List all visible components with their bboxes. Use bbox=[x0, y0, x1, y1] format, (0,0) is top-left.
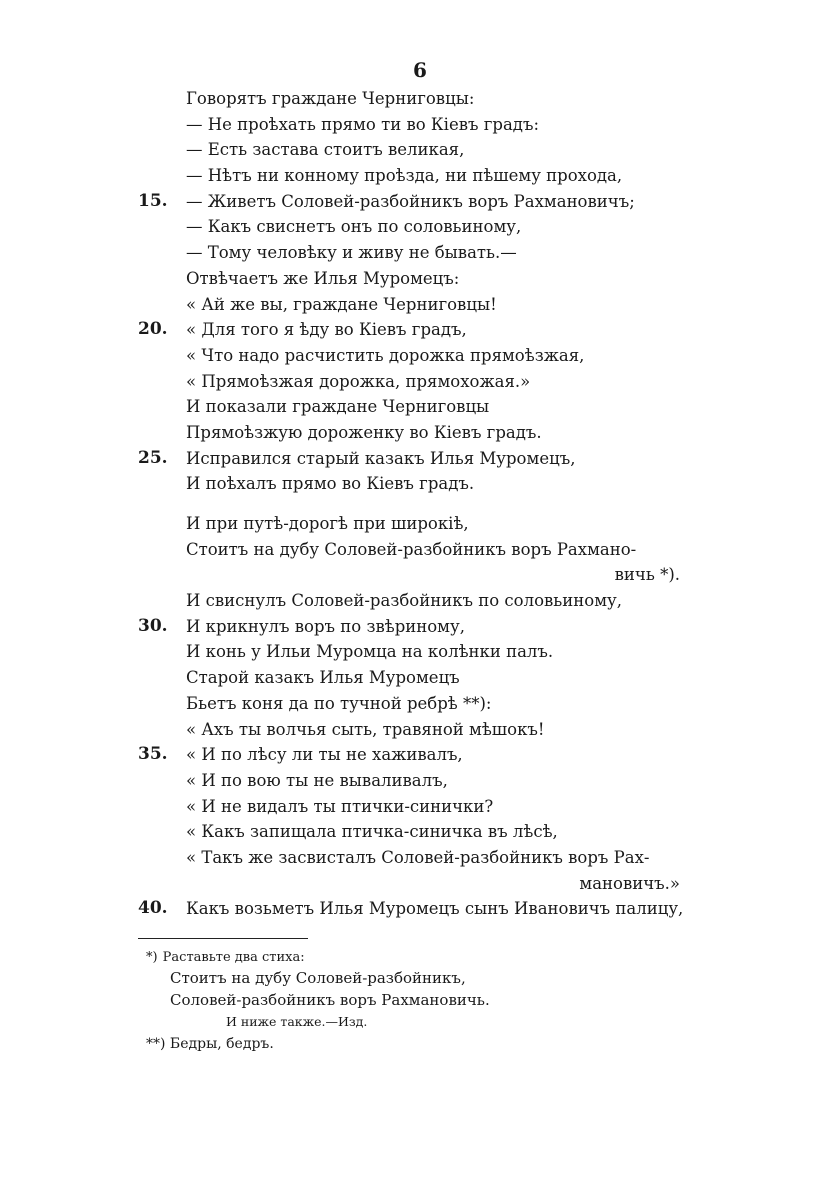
line-text: Говорятъ граждане Черниговцы: bbox=[186, 89, 475, 108]
line-continuation: вичь *). bbox=[614, 565, 680, 585]
line-text: — Нѣтъ ни конному проѣзда, ни пѣшему прохода, bbox=[186, 166, 623, 186]
line-text: И свиснулъ Соловей-разбойникъ по соловьиному, bbox=[186, 591, 623, 611]
line-text: Отвѣчаетъ же Илья Муромецъ: bbox=[186, 268, 460, 288]
verse-line bbox=[0, 369, 840, 395]
verse-line bbox=[0, 871, 840, 897]
line-text: « Такъ же засвисталъ Соловей-разбойникъ воръ Рах- bbox=[186, 847, 650, 867]
verse-line bbox=[0, 317, 840, 343]
verse-line bbox=[0, 717, 840, 743]
line-number: 20. bbox=[138, 319, 168, 340]
line-text: « И не видалъ ты птички-синички? bbox=[186, 796, 494, 816]
line-text: Старой казакъ Илья Муромецъ bbox=[186, 668, 460, 688]
footnote-verse-1: Стоитъ на дубу Соловей-разбойникъ, bbox=[170, 969, 466, 987]
verse-line bbox=[0, 665, 840, 691]
verse-line bbox=[0, 537, 840, 563]
line-text: Прямоѣзжую дороженку во Кіевъ градъ. bbox=[186, 422, 542, 442]
verse-line bbox=[0, 742, 840, 768]
line-text: И крикнулъ воръ по звѣриному, bbox=[186, 616, 465, 636]
line-text: « И по лѣсу ли ты не хаживалъ, bbox=[186, 745, 463, 765]
verse-line bbox=[0, 112, 840, 138]
line-text: — Есть застава стоитъ великая, bbox=[186, 140, 465, 160]
verse-line bbox=[0, 639, 840, 665]
footnote-marker: *) bbox=[146, 950, 158, 965]
line-text: « Ахъ ты волчья сыть, травяной мѣшокъ! bbox=[186, 719, 545, 739]
footnote-editor-note: И ниже также.—Изд. bbox=[226, 1014, 368, 1029]
line-text: « Что надо расчистить дорожка прямоѣзжая, bbox=[186, 345, 585, 365]
line-text: « Для того я ѣду во Кіевъ градъ, bbox=[186, 320, 467, 340]
line-text: Исправился старый казакъ Илья Муромецъ, bbox=[186, 448, 576, 468]
verse-line bbox=[0, 511, 840, 537]
line-text: — Какъ свиснетъ онъ по соловьиному, bbox=[186, 217, 522, 237]
verse-line bbox=[0, 691, 840, 717]
footnote-marker-2: **) bbox=[146, 1036, 166, 1052]
line-text: — Тому человѣку и живу не бывать.— bbox=[186, 243, 517, 263]
footnote-second-text: Бедры, бедръ. bbox=[169, 1036, 274, 1052]
verse-line bbox=[0, 845, 840, 871]
verse-line bbox=[0, 189, 840, 215]
page-number: 6 bbox=[413, 58, 427, 82]
line-text: « И по вою ты не вываливалъ, bbox=[186, 770, 448, 790]
verse-line bbox=[0, 394, 840, 420]
line-text: И показали граждане Черниговцы bbox=[186, 397, 490, 417]
verse-line bbox=[0, 266, 840, 292]
verse-line bbox=[0, 446, 840, 472]
verse-line bbox=[0, 562, 840, 588]
line-text: Какъ возьметъ Илья Муромецъ сынъ Ивановичъ палицу, bbox=[186, 899, 684, 919]
footnote-first bbox=[146, 945, 706, 967]
verse-line bbox=[0, 163, 840, 189]
line-text: И поѣхалъ прямо во Кіевъ градъ. bbox=[186, 474, 475, 494]
verse-line bbox=[0, 292, 840, 318]
footnote-verse-2: Соловей-разбойникъ воръ Рахмановичь. bbox=[170, 991, 490, 1009]
verse-line bbox=[0, 471, 840, 497]
line-text: Стоитъ на дубу Соловей-разбойникъ воръ Рахмано- bbox=[186, 539, 637, 559]
verse-line bbox=[0, 343, 840, 369]
line-text: « Ай же вы, граждане Черниговцы! bbox=[186, 294, 497, 314]
verse-line bbox=[0, 588, 840, 614]
line-text: Бьетъ коня да по тучной ребрѣ **): bbox=[186, 693, 492, 713]
line-number: 35. bbox=[138, 744, 168, 765]
line-number: 30. bbox=[138, 615, 168, 636]
verse-line bbox=[0, 896, 840, 922]
verse-line bbox=[0, 768, 840, 794]
line-number: 15. bbox=[138, 190, 168, 211]
verse-body bbox=[0, 86, 840, 922]
footnotes bbox=[146, 945, 706, 1055]
footnote-title: Раставьте два стиха: bbox=[162, 950, 305, 965]
line-text: « Прямоѣзжая дорожка, прямохожая.» bbox=[186, 371, 531, 391]
verse-line bbox=[0, 420, 840, 446]
line-text: — Не проѣхать прямо ти во Кіевъ градъ: bbox=[186, 114, 540, 134]
verse-line bbox=[0, 794, 840, 820]
line-text: И при путѣ-дорогѣ при широкіѣ, bbox=[186, 514, 469, 533]
verse-line bbox=[0, 86, 840, 112]
footnote-rule bbox=[138, 938, 308, 939]
line-text: — Живетъ Соловей-разбойникъ воръ Рахмановичъ; bbox=[186, 191, 635, 211]
line-number: 25. bbox=[138, 447, 168, 468]
line-text: « Какъ запищала птичка-синичка въ лѣсѣ, bbox=[186, 822, 558, 842]
line-number: 40. bbox=[138, 898, 168, 919]
verse-line bbox=[0, 214, 840, 240]
verse-line bbox=[0, 240, 840, 266]
verse-line bbox=[0, 819, 840, 845]
verse-line bbox=[0, 614, 840, 640]
footnote-second bbox=[146, 1033, 706, 1055]
verse-line bbox=[0, 137, 840, 163]
line-continuation: мановичъ.» bbox=[579, 873, 680, 893]
line-text: И конь у Ильи Муромца на колѣнки палъ. bbox=[186, 642, 554, 662]
